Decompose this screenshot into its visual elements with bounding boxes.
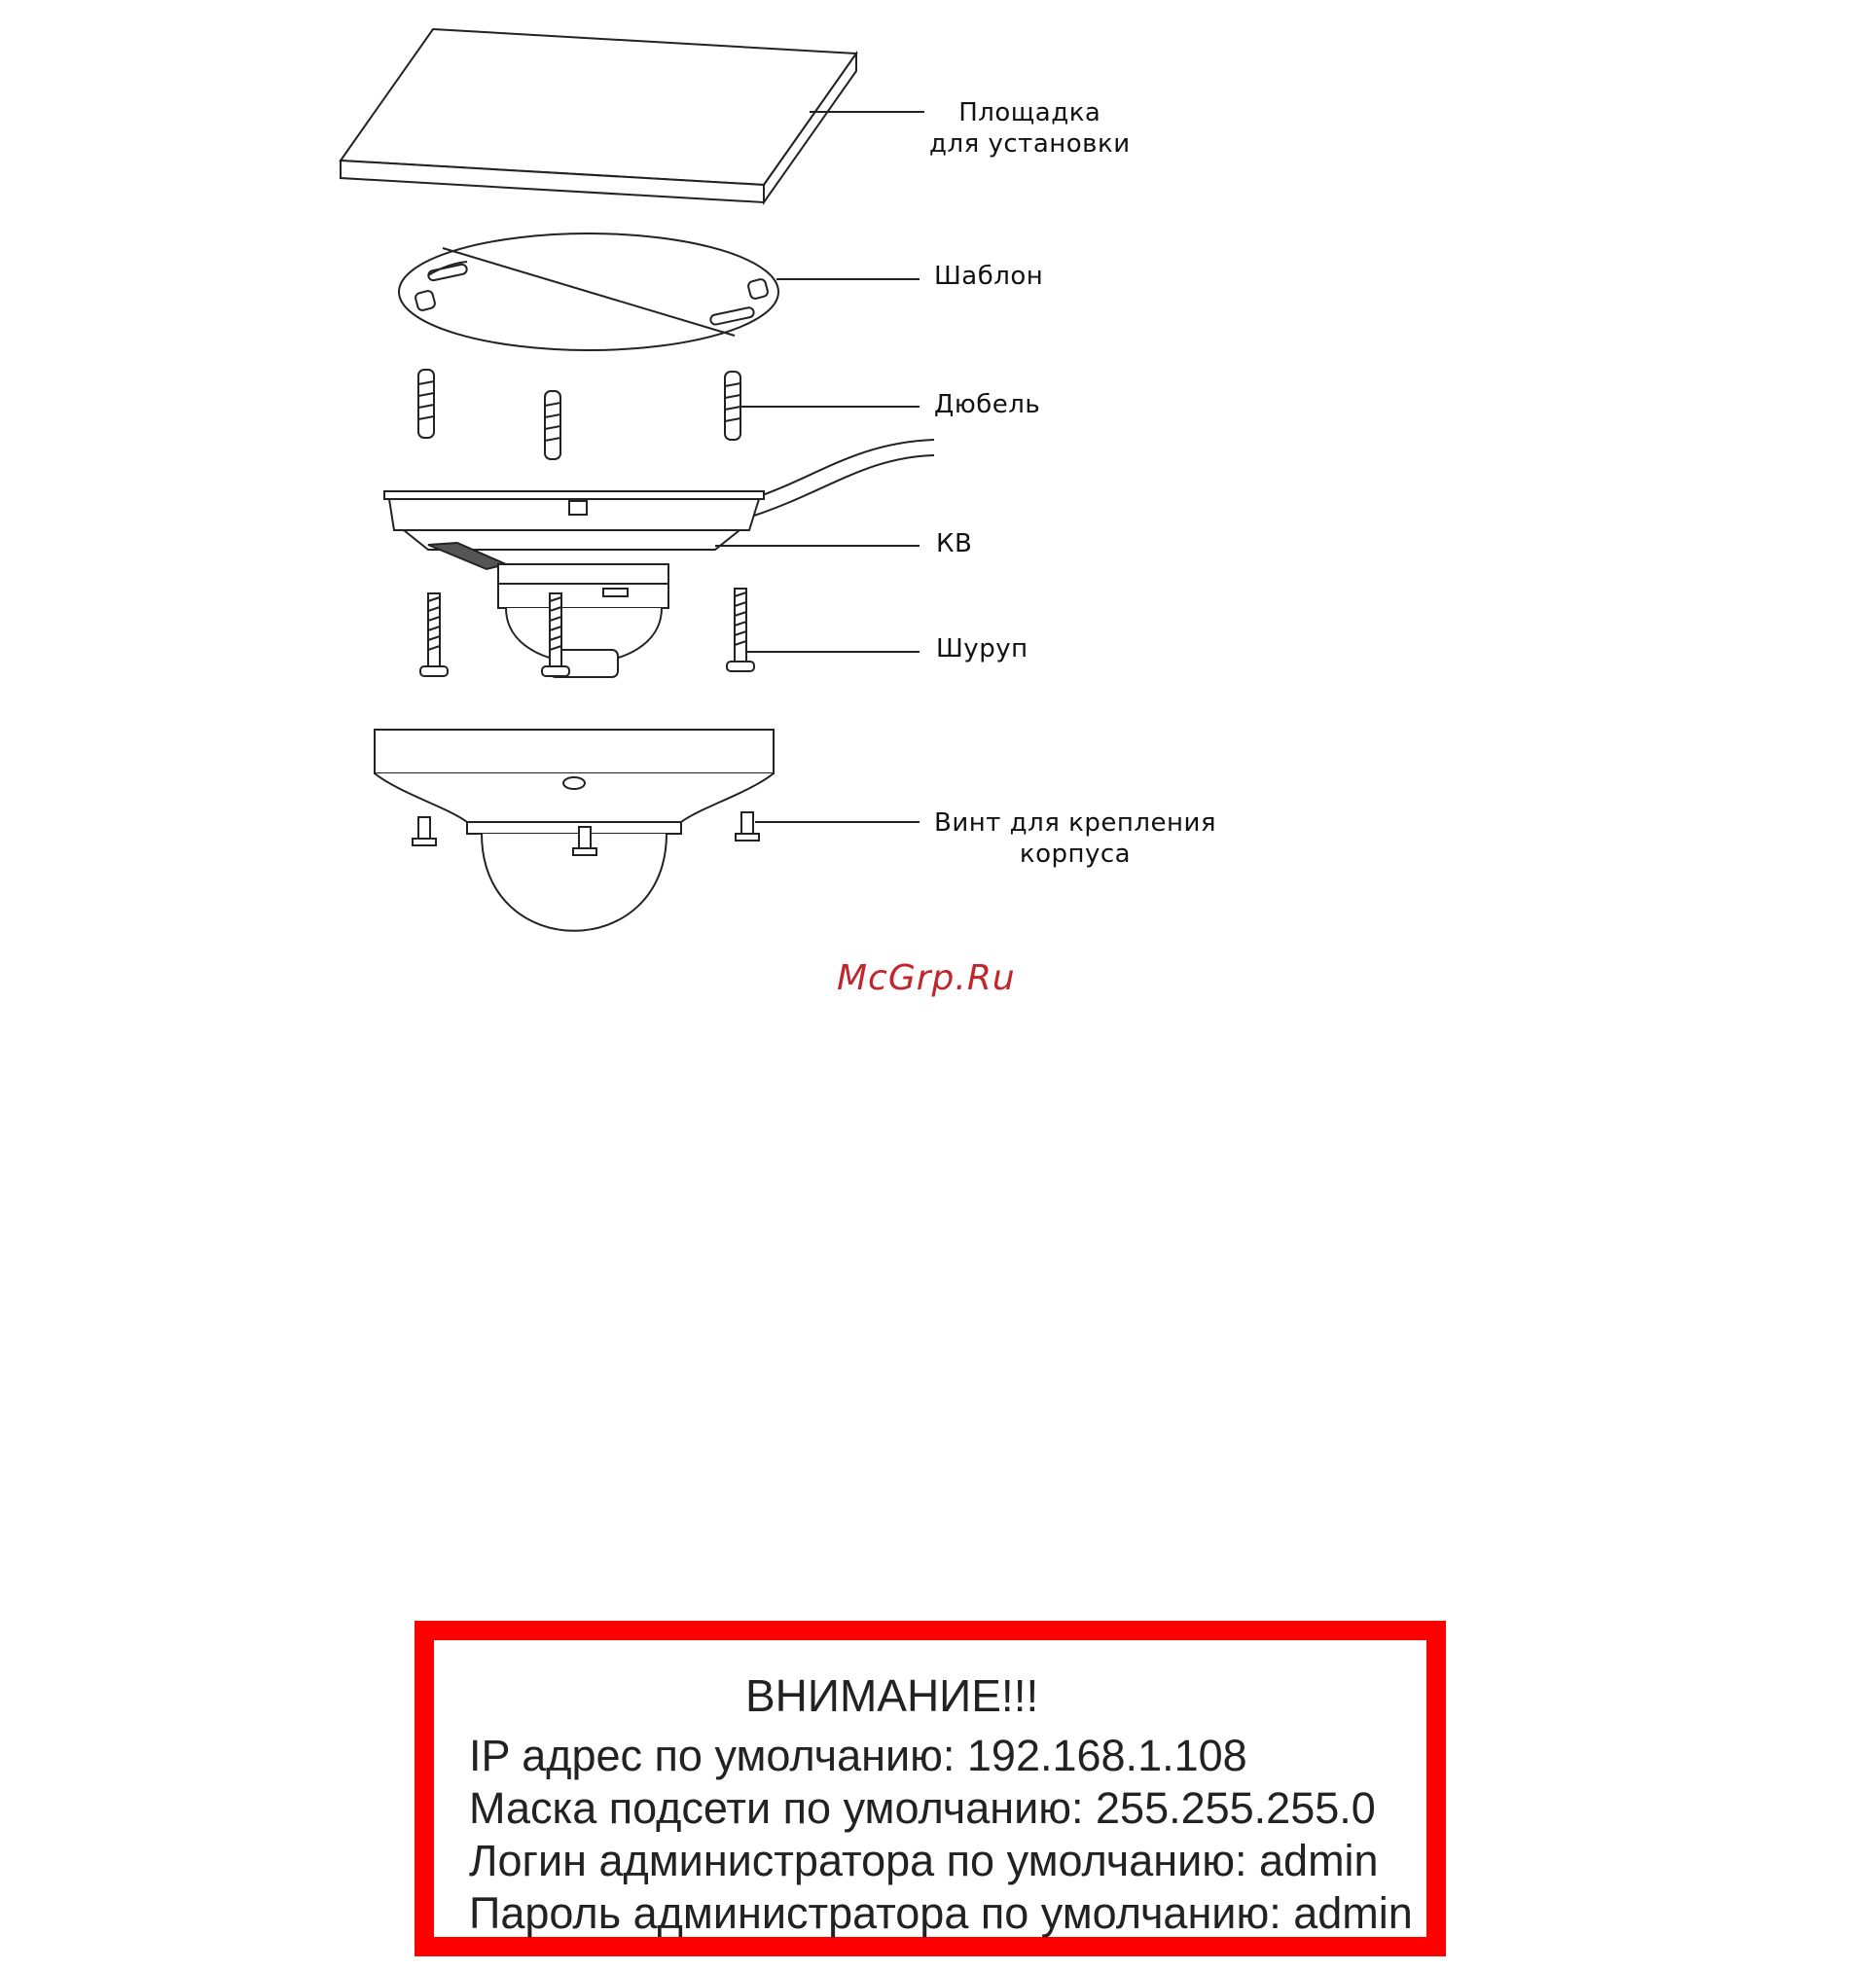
leader-lines	[715, 112, 924, 822]
screw-left	[420, 593, 448, 676]
dowel-center	[545, 391, 560, 459]
template-disc	[399, 233, 778, 350]
watermark: McGrp.Ru	[837, 958, 1016, 998]
label-housing-screw-line2: корпуса	[1019, 840, 1132, 869]
label-housing-screw-line1: Винт для крепления	[934, 808, 1216, 838]
mounting-platform	[341, 29, 856, 202]
dowels	[418, 370, 740, 459]
dowel-right	[725, 372, 740, 440]
dome-housing	[375, 730, 774, 931]
notice-lines	[469, 1730, 1413, 1940]
notice-title: ВНИМАНИЕ!!!	[745, 1670, 1039, 1721]
camera-base	[384, 491, 764, 677]
label-platform-line1: Площадка	[958, 98, 1101, 127]
screw-right	[727, 589, 754, 671]
default-settings-notice	[415, 1621, 1446, 1956]
cable	[754, 440, 934, 516]
notice-mask-line: Маска подсети по умолчанию: 255.255.255.0	[469, 1783, 1376, 1833]
label-housing-screw	[934, 807, 1216, 870]
label-template: Шаблон	[934, 262, 1044, 291]
dowel-left	[418, 370, 434, 438]
label-dowel: Дюбель	[934, 390, 1041, 419]
notice-password-line: Пароль администратора по умолчанию: admin	[469, 1888, 1413, 1938]
label-platform	[929, 97, 1131, 160]
notice-ip-line: IP адрес по умолчанию: 192.168.1.108	[469, 1731, 1247, 1780]
label-platform-line2: для установки	[929, 129, 1131, 159]
label-screw: Шуруп	[936, 634, 1028, 663]
label-kv: КВ	[936, 529, 973, 558]
notice-login-line: Логин администратора по умолчанию: admin	[469, 1836, 1379, 1885]
